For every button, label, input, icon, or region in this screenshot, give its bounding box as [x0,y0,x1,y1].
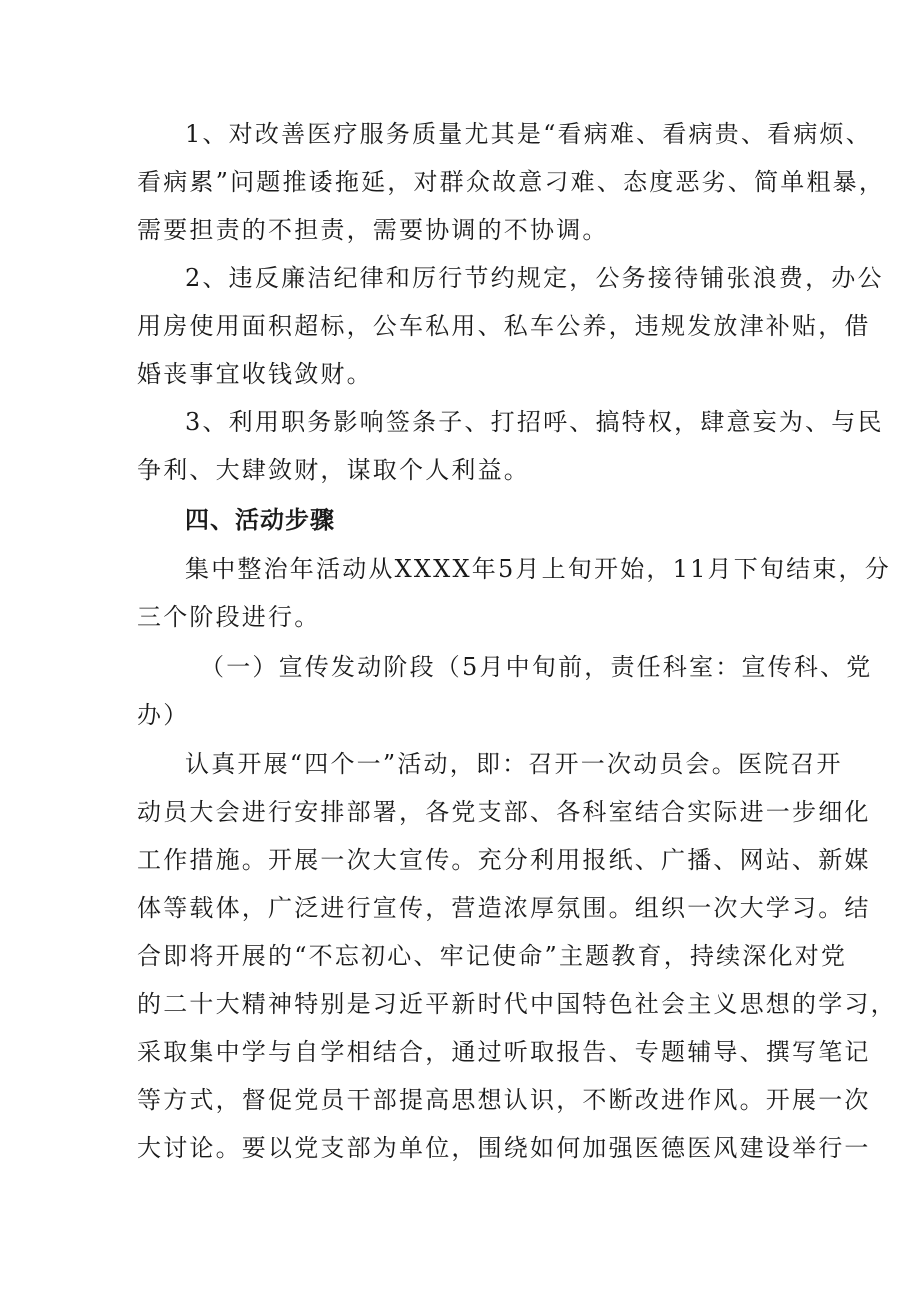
text-line: 用房使用面积超标，公车私用、私车公养，违规发放津补贴，借 [137,312,871,340]
text-line: 认真开展“四个一”活动，即：召开一次动员会。医院召开 [185,750,843,778]
text-line: 合即将开展的“不忘初心、牢记使命”主题教育，持续深化对党 [137,942,848,970]
text-line: 集中整治年活动从XXXX年5月上旬开始，11月下旬结束，分 [185,555,891,583]
text-line: 的二十大精神特别是习近平新时代中国特色社会主义思想的学习， [137,990,897,1018]
text-line: 需要担责的不担责，需要协调的不协调。 [137,216,609,244]
text-line: 等方式，督促党员干部提高思想认识，不断改进作风。开展一次 [137,1086,871,1114]
text-line: 2、违反廉洁纪律和厉行节约规定，公务接待铺张浪费，办公 [185,264,884,292]
text-line: 大讨论。要以党支部为单位，围绕如何加强医德医风建设举行一 [137,1134,871,1162]
text-line: 工作措施。开展一次大宣传。充分利用报纸、广播、网站、新媒 [137,846,871,874]
text-line: 动员大会进行安排部署，各党支部、各科室结合实际进一步细化 [137,798,871,826]
text-line: 采取集中学与自学相结合，通过听取报告、专题辅导、撰写笔记 [137,1038,871,1066]
text-line: （一）宣传发动阶段（5月中旬前，责任科室：宣传科、党 [200,653,873,681]
text-line: 争利、大肆敛财，谋取个人利益。 [137,456,530,484]
section-heading: 四、活动步骤 [185,506,335,534]
text-line: 婚丧事宜收钱敛财。 [137,360,373,388]
text-line: 3、利用职务影响签条子、打招呼、搞特权，肆意妄为、与民 [185,408,884,436]
text-line: 看病累”问题推诿拖延，对群众故意刁难、态度恶劣、简单粗暴， [137,168,886,196]
text-line: 1、对改善医疗服务质量尤其是“看病难、看病贵、看病烦、 [185,120,872,148]
text-line: 三个阶段进行。 [137,603,321,631]
text-line: 体等载体，广泛进行宣传，营造浓厚氛围。组织一次大学习。结 [137,894,871,922]
text-line: 办） [137,701,190,729]
